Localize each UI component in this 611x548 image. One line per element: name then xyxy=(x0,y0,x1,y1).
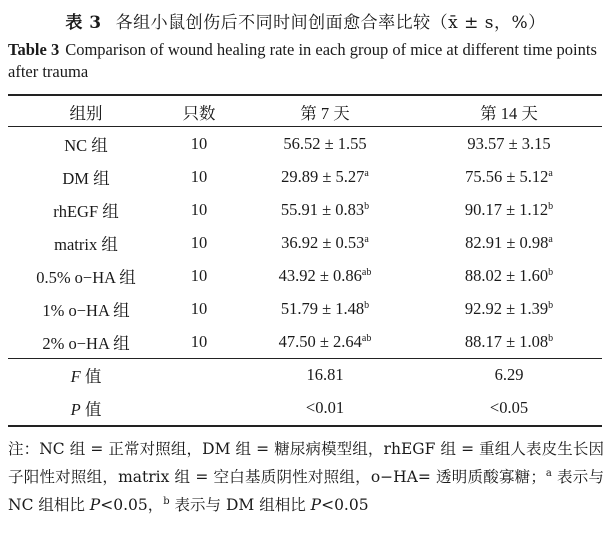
cell-count: 10 xyxy=(190,265,208,285)
table-number-en: Table 3 xyxy=(8,40,60,59)
day14-value: 88.02 ± 1.60 xyxy=(464,265,549,285)
stat-suffix: 值 xyxy=(80,366,102,386)
footnote-threshold-b: <0.05 xyxy=(321,496,369,514)
day7-value: 29.89 ± 5.27 xyxy=(281,166,365,186)
cell-count: 10 xyxy=(190,199,208,219)
cell-day7 xyxy=(234,259,416,292)
cell-count: 10 xyxy=(190,331,208,351)
day14-significance: a xyxy=(548,233,553,245)
cell-group: 1% o−HA 组 xyxy=(42,300,130,320)
cell-stat-day7: 16.81 xyxy=(306,364,344,384)
cell-day7 xyxy=(234,226,416,259)
cell-empty xyxy=(164,358,234,391)
day7-significance: a xyxy=(364,167,369,179)
cell-group: rhEGF 组 xyxy=(53,201,119,221)
cell-group: NC 组 xyxy=(64,135,108,155)
cell-day14 xyxy=(416,325,602,358)
day7-significance: ab xyxy=(361,332,372,344)
cell-count: 10 xyxy=(190,232,208,252)
cell-stat-label xyxy=(8,391,164,424)
cell-group: DM 组 xyxy=(62,168,110,188)
footnote-p-symbol: P xyxy=(89,496,101,514)
table-bottom-rule xyxy=(8,425,602,427)
day7-value: 51.79 ± 1.48 xyxy=(280,298,365,318)
day14-value: 75.56 ± 5.12 xyxy=(465,166,549,186)
cell-day7 xyxy=(234,160,416,193)
day7-value: 55.91 ± 0.83 xyxy=(280,199,365,219)
table-number-cn: 表 3 xyxy=(65,13,102,33)
table-row xyxy=(8,160,602,193)
cell-count: 10 xyxy=(190,298,208,318)
day7-value: 36.92 ± 0.53 xyxy=(281,232,365,252)
table-title-cn xyxy=(0,8,611,33)
stat-symbol: F xyxy=(70,366,81,386)
cell-count: 10 xyxy=(190,166,208,186)
header-group: 组别 xyxy=(69,103,103,123)
footnote-abbreviations: 注：NC 组 = 正常对照组，DM 组 = 糖尿病模型组，rhEGF 组 = 重组人表皮生长因子阳性对照组，matrix 组 = 空白基质阴性对照组，o−HA= 透明质酸寡糖； xyxy=(8,440,604,486)
table-row xyxy=(8,226,602,259)
footnote-text-a: 表示与 NC 组相比 xyxy=(8,468,604,514)
cell-day14 xyxy=(416,160,602,193)
day14-significance: b xyxy=(548,299,554,311)
footnote-sup-a: a xyxy=(545,468,552,479)
day7-value: 56.52 ± 1.55 xyxy=(283,133,367,153)
cell-day14 xyxy=(416,259,602,292)
header-day14: 第 14 天 xyxy=(480,103,538,123)
table-row xyxy=(8,292,602,325)
cell-group: matrix 组 xyxy=(54,234,118,254)
day14-value: 93.57 ± 3.15 xyxy=(467,133,551,153)
day7-value: 47.50 ± 2.64 xyxy=(278,331,362,351)
healing-rate-table xyxy=(8,96,602,424)
cell-day14 xyxy=(416,193,602,226)
day7-significance: b xyxy=(364,299,370,311)
table-footnote xyxy=(8,435,604,519)
cell-day7 xyxy=(234,127,416,160)
stat-symbol: P xyxy=(70,399,81,419)
cell-stat-day14: 6.29 xyxy=(494,364,524,384)
table-row xyxy=(8,193,602,226)
table-caption-en: Comparison of wound healing rate in each group of mice at different time points after trauma xyxy=(8,40,597,81)
cell-day7 xyxy=(234,292,416,325)
cell-day14 xyxy=(416,226,602,259)
cell-day14 xyxy=(416,292,602,325)
day7-significance: b xyxy=(364,200,370,212)
day14-significance: a xyxy=(548,167,553,179)
cell-empty xyxy=(164,391,234,424)
day14-value: 92.92 ± 1.39 xyxy=(464,298,549,318)
footnote-p-symbol: P xyxy=(310,496,322,514)
stats-row xyxy=(8,391,602,424)
day14-value: 82.91 ± 0.98 xyxy=(465,232,549,252)
table-row xyxy=(8,127,602,160)
cell-day7 xyxy=(234,193,416,226)
header-count: 只数 xyxy=(182,103,216,123)
day14-value: 90.17 ± 1.12 xyxy=(464,199,549,219)
cell-day14 xyxy=(416,127,602,160)
cell-group: 0.5% o−HA 组 xyxy=(36,267,136,287)
footnote-threshold-a: <0.05， xyxy=(100,496,164,514)
table-header-row xyxy=(8,96,602,127)
footnote-text-b: 表示与 DM 组相比 xyxy=(169,496,311,514)
cell-stat-day14: <0.05 xyxy=(489,397,529,417)
day14-significance: b xyxy=(548,266,554,278)
cell-day7 xyxy=(234,325,416,358)
day14-significance: b xyxy=(548,332,554,344)
day7-value: 43.92 ± 0.86 xyxy=(278,265,362,285)
cell-stat-day7: <0.01 xyxy=(305,397,345,417)
cell-group: 2% o−HA 组 xyxy=(42,333,130,353)
cell-stat-label xyxy=(8,358,164,391)
stats-row xyxy=(8,358,602,391)
table-row xyxy=(8,259,602,292)
header-day7: 第 7 天 xyxy=(300,103,350,123)
stat-suffix: 值 xyxy=(80,399,102,419)
table-caption-cn: 各组小鼠创伤后不同时间创面愈合率比较（x̄ ± s，%） xyxy=(115,13,546,33)
table-row xyxy=(8,325,602,358)
footnote-sup-b: b xyxy=(163,496,170,507)
day7-significance: ab xyxy=(361,266,372,278)
day14-value: 88.17 ± 1.08 xyxy=(464,331,549,351)
day14-significance: b xyxy=(548,200,554,212)
table-title-en xyxy=(8,39,604,83)
day7-significance: a xyxy=(364,233,369,245)
cell-count: 10 xyxy=(190,133,208,153)
